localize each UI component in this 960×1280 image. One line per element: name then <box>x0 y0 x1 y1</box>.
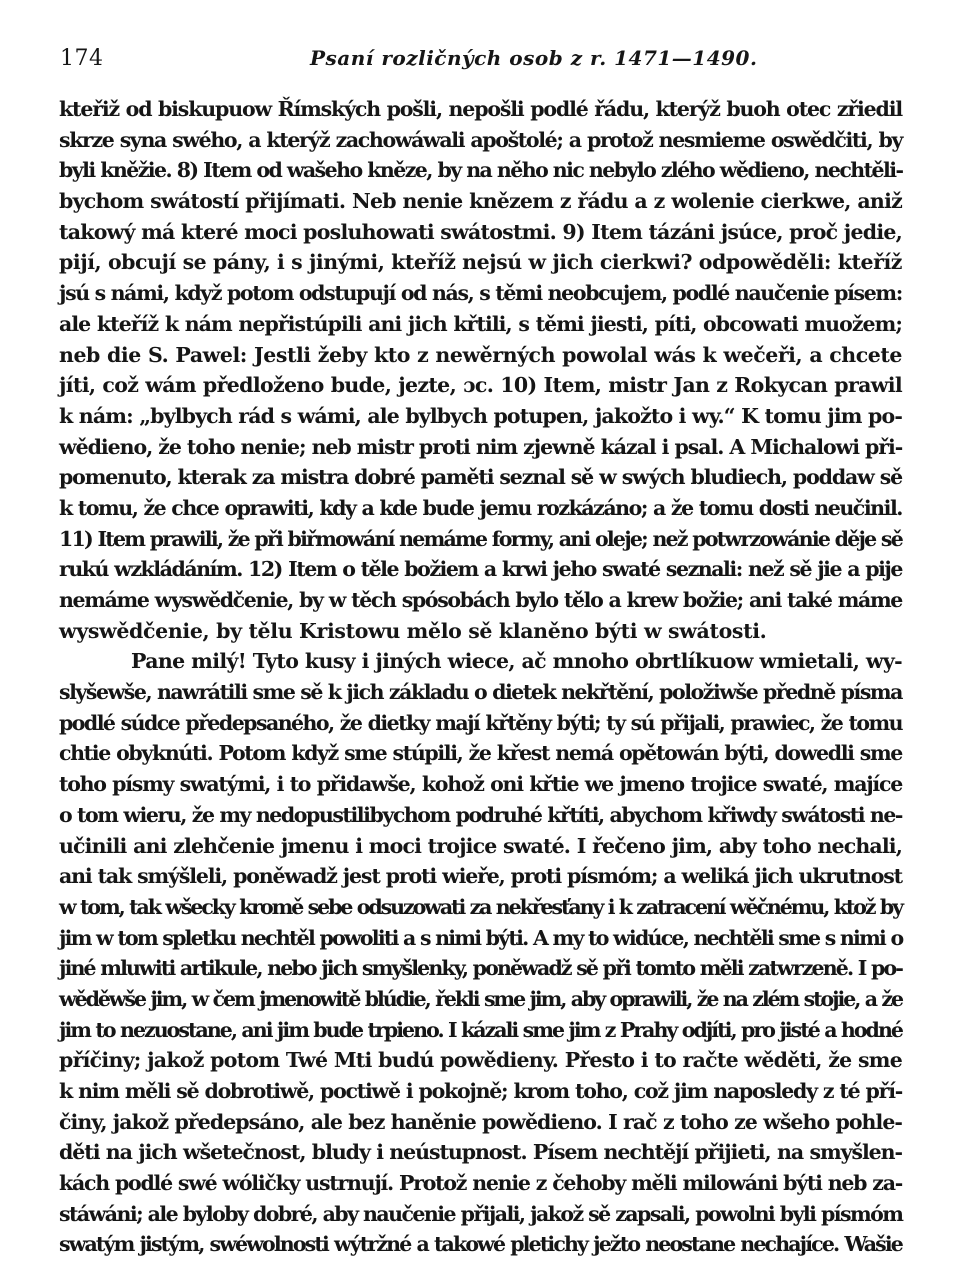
text-line: o tom wieru, že my nedopustilibychom podruhé křtíti, abychom křiwdy swátosti ne- <box>59 802 902 827</box>
text-line: k nim měli sě dobrotiwě, poctiwě i pokojně; krom toho, což jim naposledy z té pří- <box>59 1079 902 1103</box>
text-line: jim w tom spletku nechtěl powoliti a s nimi býti. A my to widúce, nechtěli sme s nimi o <box>59 925 903 950</box>
text-line: nemáme wyswědčenie, by w těch spósobách bylo tělo a krew božie; ani také máme <box>59 588 902 612</box>
text-line: k nám: „bylbych rád s wámi, ale bylbych potupen, jakožto i wy.“ K tomu jim po- <box>59 403 902 428</box>
text-line: Pane milý! Tyto kusy i jiných wiece, ač mnoho obrtlíkuow wmietali, wy- <box>131 649 902 674</box>
text-line: skrze syna swého, a kterýž zachowáwali apoštolé; a protož nesmieme oswědčiti, by <box>59 127 902 152</box>
text-line: takowý má které moci posluhowati swátostmi. 9) Item tázáni jsúce, proč jedie, <box>59 219 903 244</box>
text-line: jiné mluwiti artikule, nebo jich smyšlenky, poněwadž sě při tomto měli zatwrzeně. I po- <box>59 956 902 981</box>
text-line: pomenuto, kterak za mistra dobré paměti seznal sě w swých bludiech, poddaw sě <box>59 465 902 490</box>
page-header <box>60 38 900 78</box>
text-line: kteřiž od biskupuow Římských pošli, nepošli podlé řádu, kterýž buoh otec zřiedil <box>59 97 902 121</box>
text-line: wědieno, že toho nenie; neb mistr proti nim zjewně kázal i psal. A Michalowi při- <box>59 434 903 459</box>
text-line: chtie obyknúti. Potom když sme stúpili, že křest nemá opětowán býti, dowedli sme <box>59 741 902 766</box>
text-line: ale kteříž k nám nepřistúpili ani jich křtili, s těmi jiesti, píti, obcowati muožem; <box>59 311 902 336</box>
text-line: podlé súdce předepsaného, že dietky mají křtěny býti; ty sú přijali, prawiec, že tomu <box>59 710 902 735</box>
text-line: jíti, což wám předloženo bude, jezte, ɔc. 10) Item, mistr Jan z Rokycan prawil <box>59 373 902 398</box>
text-line: neb die S. Pawel: Jestli žeby kto z newěrných powolal wás k wečeři, a chcete <box>59 342 902 367</box>
text-line: byli kněžie. 8) Item od wašeho kněze, by na něho nic nebylo zlého wědieno, nechtěli- <box>59 158 903 183</box>
text-line: w tom, tak wšecky kromě sebe odsuzowati za nekřesťany i k zatracení wěčnému, ktož by <box>59 894 902 919</box>
text-line: učinili ani zlehčenie jmenu i moci trojice swaté. I řečeno jim, aby toho nechali, <box>59 833 902 858</box>
text-line: stáwáni; ale byloby dobré, aby naučenie přijali, jakož sě zapsali, powolni byli písmóm <box>59 1201 903 1226</box>
text-line: činy, jakož předepsáno, ale bez haněnie powědieno. I rač z toho ze wšeho pohle- <box>59 1109 902 1134</box>
text-line: 11) Item prawili, že při biřmowání nemáme formy, ani oleje; než potwrzowánie děje sě <box>59 526 902 551</box>
text-line: k tomu, že chce oprawiti, kdy a kde bude jemu rozkázáno; a že tomu dosti neučinil. <box>59 495 902 520</box>
page-number: 174 <box>60 46 104 71</box>
text-line: bychom swátostí přijímati. Neb nenie knězem z řádu a z wolenie cierkwe, aniž <box>59 189 902 214</box>
text-line: rukú wzkládáním. 12) Item o těle božiem a krwi jeho swaté seznali: než sě jie a pije <box>59 557 902 582</box>
text-line: kách podlé swé wóličky ustrnují. Protož nenie z čehoby měli milowáni býti neb za- <box>59 1171 902 1196</box>
text-line: slyšewše, nawrátili sme sě k jich základu o dietek nekřtění, položiwše předně písma <box>59 680 902 705</box>
body-text <box>59 94 902 1260</box>
text-line: pijí, obcují se pány, i s jinými, kteříž nejsú w jich cierkwi? odpowěděli: kteříž <box>59 250 902 275</box>
text-line: ani tak smýšleli, poněwadž jest proti wieře, proti písmóm; a weliká jich ukrutnost <box>59 864 902 889</box>
text-line: wyswědčenie, by tělu Kristowu mělo sě klaněno býti w swátosti. <box>59 618 767 643</box>
text-line: jsú s námi, když potom odstupují od nás, s těmi neobcujem, podlé naučenie písem: <box>59 281 902 306</box>
text-line: wěděwše jim, w čem jmenowitě blúdie, řekli sme jim, aby oprawili, že na zlém stojie, a že <box>59 986 902 1011</box>
text-line: toho písmy swatými, i to přidawše, kohož oni křtie we jmeno trojice swaté, majíce <box>59 772 902 797</box>
text-line: jim to nezuostane, ani jim bude trpieno. I kázali sme jim z Prahy odjíti, pro jisté a hodné <box>59 1017 902 1042</box>
text-line: děti na jich wšetečnost, bludy i neústupnost. Písem nechtějí přijieti, na smyšlen- <box>59 1140 902 1165</box>
text-line: swatým jistým, swéwolnosti wýtržné a takowé pletichy ježto neostane nechajíce. Wašie <box>59 1232 902 1257</box>
running-title: Psaní rozličných osob z r. 1471—1490. <box>310 46 758 70</box>
text-line: příčiny; jakož potom Twé Mti budú powědieny. Přesto i to račte wěděti, že sme <box>59 1048 902 1073</box>
